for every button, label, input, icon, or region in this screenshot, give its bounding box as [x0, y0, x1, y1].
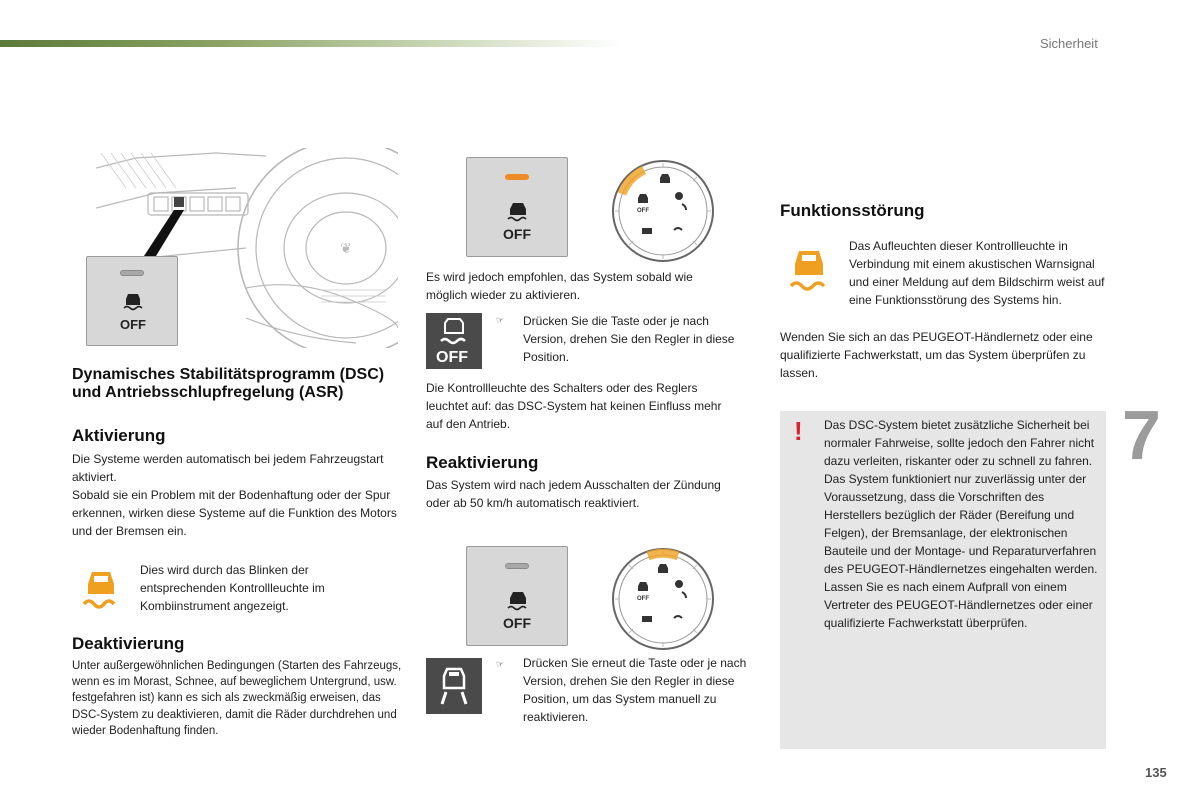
bullet-icon: ☞ — [496, 315, 505, 325]
indicator-led — [120, 270, 144, 276]
activation-heading: Aktivierung — [72, 426, 166, 445]
warning-paragraph: Das DSC-System bietet zusätzliche Sicherheit bei normaler Fahrweise, sollte jedoch den Fahrer nicht dazu verleiten, riskanter oder zu schnell zu fahren. — [824, 418, 1095, 468]
page-title: Dynamisches Stabilitätsprogramm (DSC) und Antriebsschlupfregelung (ASR) — [72, 366, 385, 401]
page-number: 135 — [1145, 765, 1167, 780]
blink-note: Dies wird durch das Blinken der entsprechenden Kontrollleuchte im Kombiinstrument angezeigt. — [140, 563, 325, 613]
skidding-car-icon — [121, 291, 145, 313]
dsc-off-warning-light-icon — [426, 313, 482, 369]
section-title: Sicherheit — [1040, 36, 1098, 51]
off-label: OFF — [503, 615, 531, 631]
skidding-car-icon — [505, 200, 531, 224]
warning-paragraph: Lassen Sie es nach einem Aufprall von einem Vertreter des PEUGEOT-Händlernetzes oder einer qualifizierte Fachwerkstatt überprüfen. — [824, 580, 1093, 630]
mode-dial-normal-position — [610, 546, 716, 652]
dsc-button-active-panel — [466, 157, 568, 257]
dsc-button-reactivate-panel — [466, 546, 568, 646]
activation-paragraph: Die Systeme werden automatisch bei jedem Fahrzeugstart aktiviert. — [72, 452, 384, 484]
reactivation-text: Das System wird nach jedem Ausschalten der Zündung oder ab 50 km/h automatisch reaktiviert. — [426, 478, 721, 510]
skidding-car-icon — [505, 589, 531, 613]
deactivation-text: Unter außergewöhnlichen Bedingungen (Starten des Fahrzeugs, wenn es im Morast, Schnee, auf beweglichem Untergrund, usw. festgefahren ist) kann es sich als zweckmäßig erweisen, das DSC-System zu deaktivieren, damit die Räder durchdrehen und wieder Bodenhaftung finden. — [72, 660, 402, 737]
press-again-instruction: Drücken Sie erneut die Taste oder je nach Version, drehen Sie den Regler in diese Position, um das System manuell zu reaktivieren. — [523, 656, 747, 724]
dsc-active-warning-light-icon — [426, 658, 482, 714]
reactivation-heading: Reaktivierung — [426, 453, 539, 472]
skidding-car-warning-icon — [786, 244, 832, 294]
skidding-car-icon — [436, 317, 472, 347]
svg-text:OFF: OFF — [637, 596, 649, 602]
off-label: OFF — [120, 317, 146, 332]
off-icon-label: OFF — [436, 349, 468, 366]
dealer-text: Wenden Sie sich an das PEUGEOT-Händlernetz oder eine qualifizierte Fachwerkstatt, um das System überprüfen zu lassen. — [780, 330, 1093, 380]
off-label: OFF — [503, 226, 531, 242]
malfunction-light-text: Das Aufleuchten dieser Kontrollleuchte in Verbindung mit einem akustischen Warnsignal und einer Meldung auf dem Bildschirm weist auf eine Funktionsstörung des Systems hin. — [849, 239, 1105, 307]
indicator-led — [505, 563, 529, 569]
activation-text — [72, 450, 402, 540]
svg-text:❦: ❦ — [340, 240, 352, 256]
press-off-instruction: Drücken Sie die Taste oder je nach Version, drehen Sie den Regler in diese Position. — [523, 314, 735, 364]
light-on-text: Die Kontrollleuchte des Schalters oder des Reglers leuchtet auf: das DSC-System hat keinen Einfluss mehr auf den Antrieb. — [426, 381, 722, 431]
skidding-car-icon — [434, 664, 474, 708]
warning-paragraph: Das System funktioniert nur zuverlässig unter der Voraussetzung, dass die Vorschriften des Herstellers bezüglich der Räder (Bereifung und Felgen), der Bremsanlage, der elektronischen Bauteile und der Montage- und Reparaturverfahren des PEUGEOT-Händlernetzes eingehalten werden. — [824, 472, 1098, 576]
mode-dial-off-position — [610, 158, 716, 264]
recommend-text: Es wird jedoch empfohlen, das System sobald wie möglich wieder zu aktivieren. — [426, 270, 693, 302]
dsc-off-button-panel — [86, 256, 178, 346]
activation-paragraph: Sobald sie ein Problem mit der Bodenhaftung oder der Spur erkennen, wirken diese Systeme auf die Funktion des Motors und der Bremsen ein. — [72, 488, 397, 538]
deactivation-heading: Deaktivierung — [72, 634, 185, 653]
chapter-number: 7 — [1122, 396, 1161, 474]
malfunction-heading: Funktionsstörung — [780, 201, 925, 220]
bullet-icon: ☞ — [496, 659, 505, 669]
skidding-car-warning-icon — [80, 566, 122, 614]
indicator-led-on — [505, 174, 529, 180]
svg-text:OFF: OFF — [637, 208, 649, 214]
header-accent-bar — [0, 40, 620, 47]
warning-exclamation-icon: ! — [794, 416, 803, 446]
warning-text — [824, 416, 1099, 632]
